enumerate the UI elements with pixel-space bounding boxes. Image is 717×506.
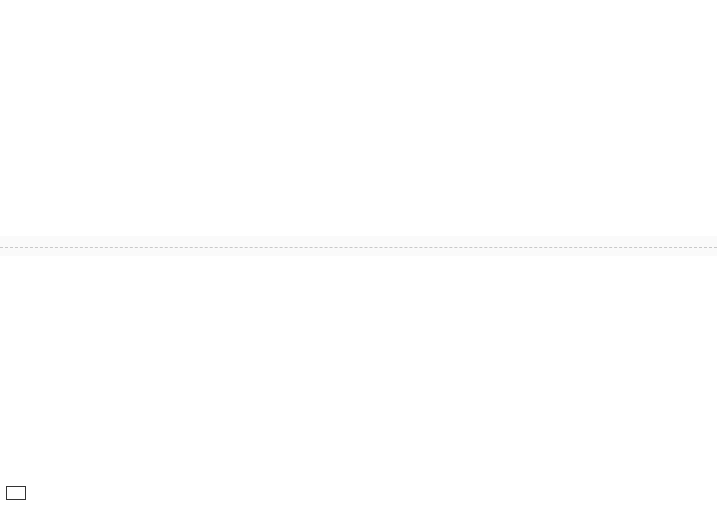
scan-shade [0,236,717,256]
page-code [6,486,26,500]
upper-half-page [24,14,694,236]
fold-line [0,247,717,248]
lower-half-page [24,258,694,486]
